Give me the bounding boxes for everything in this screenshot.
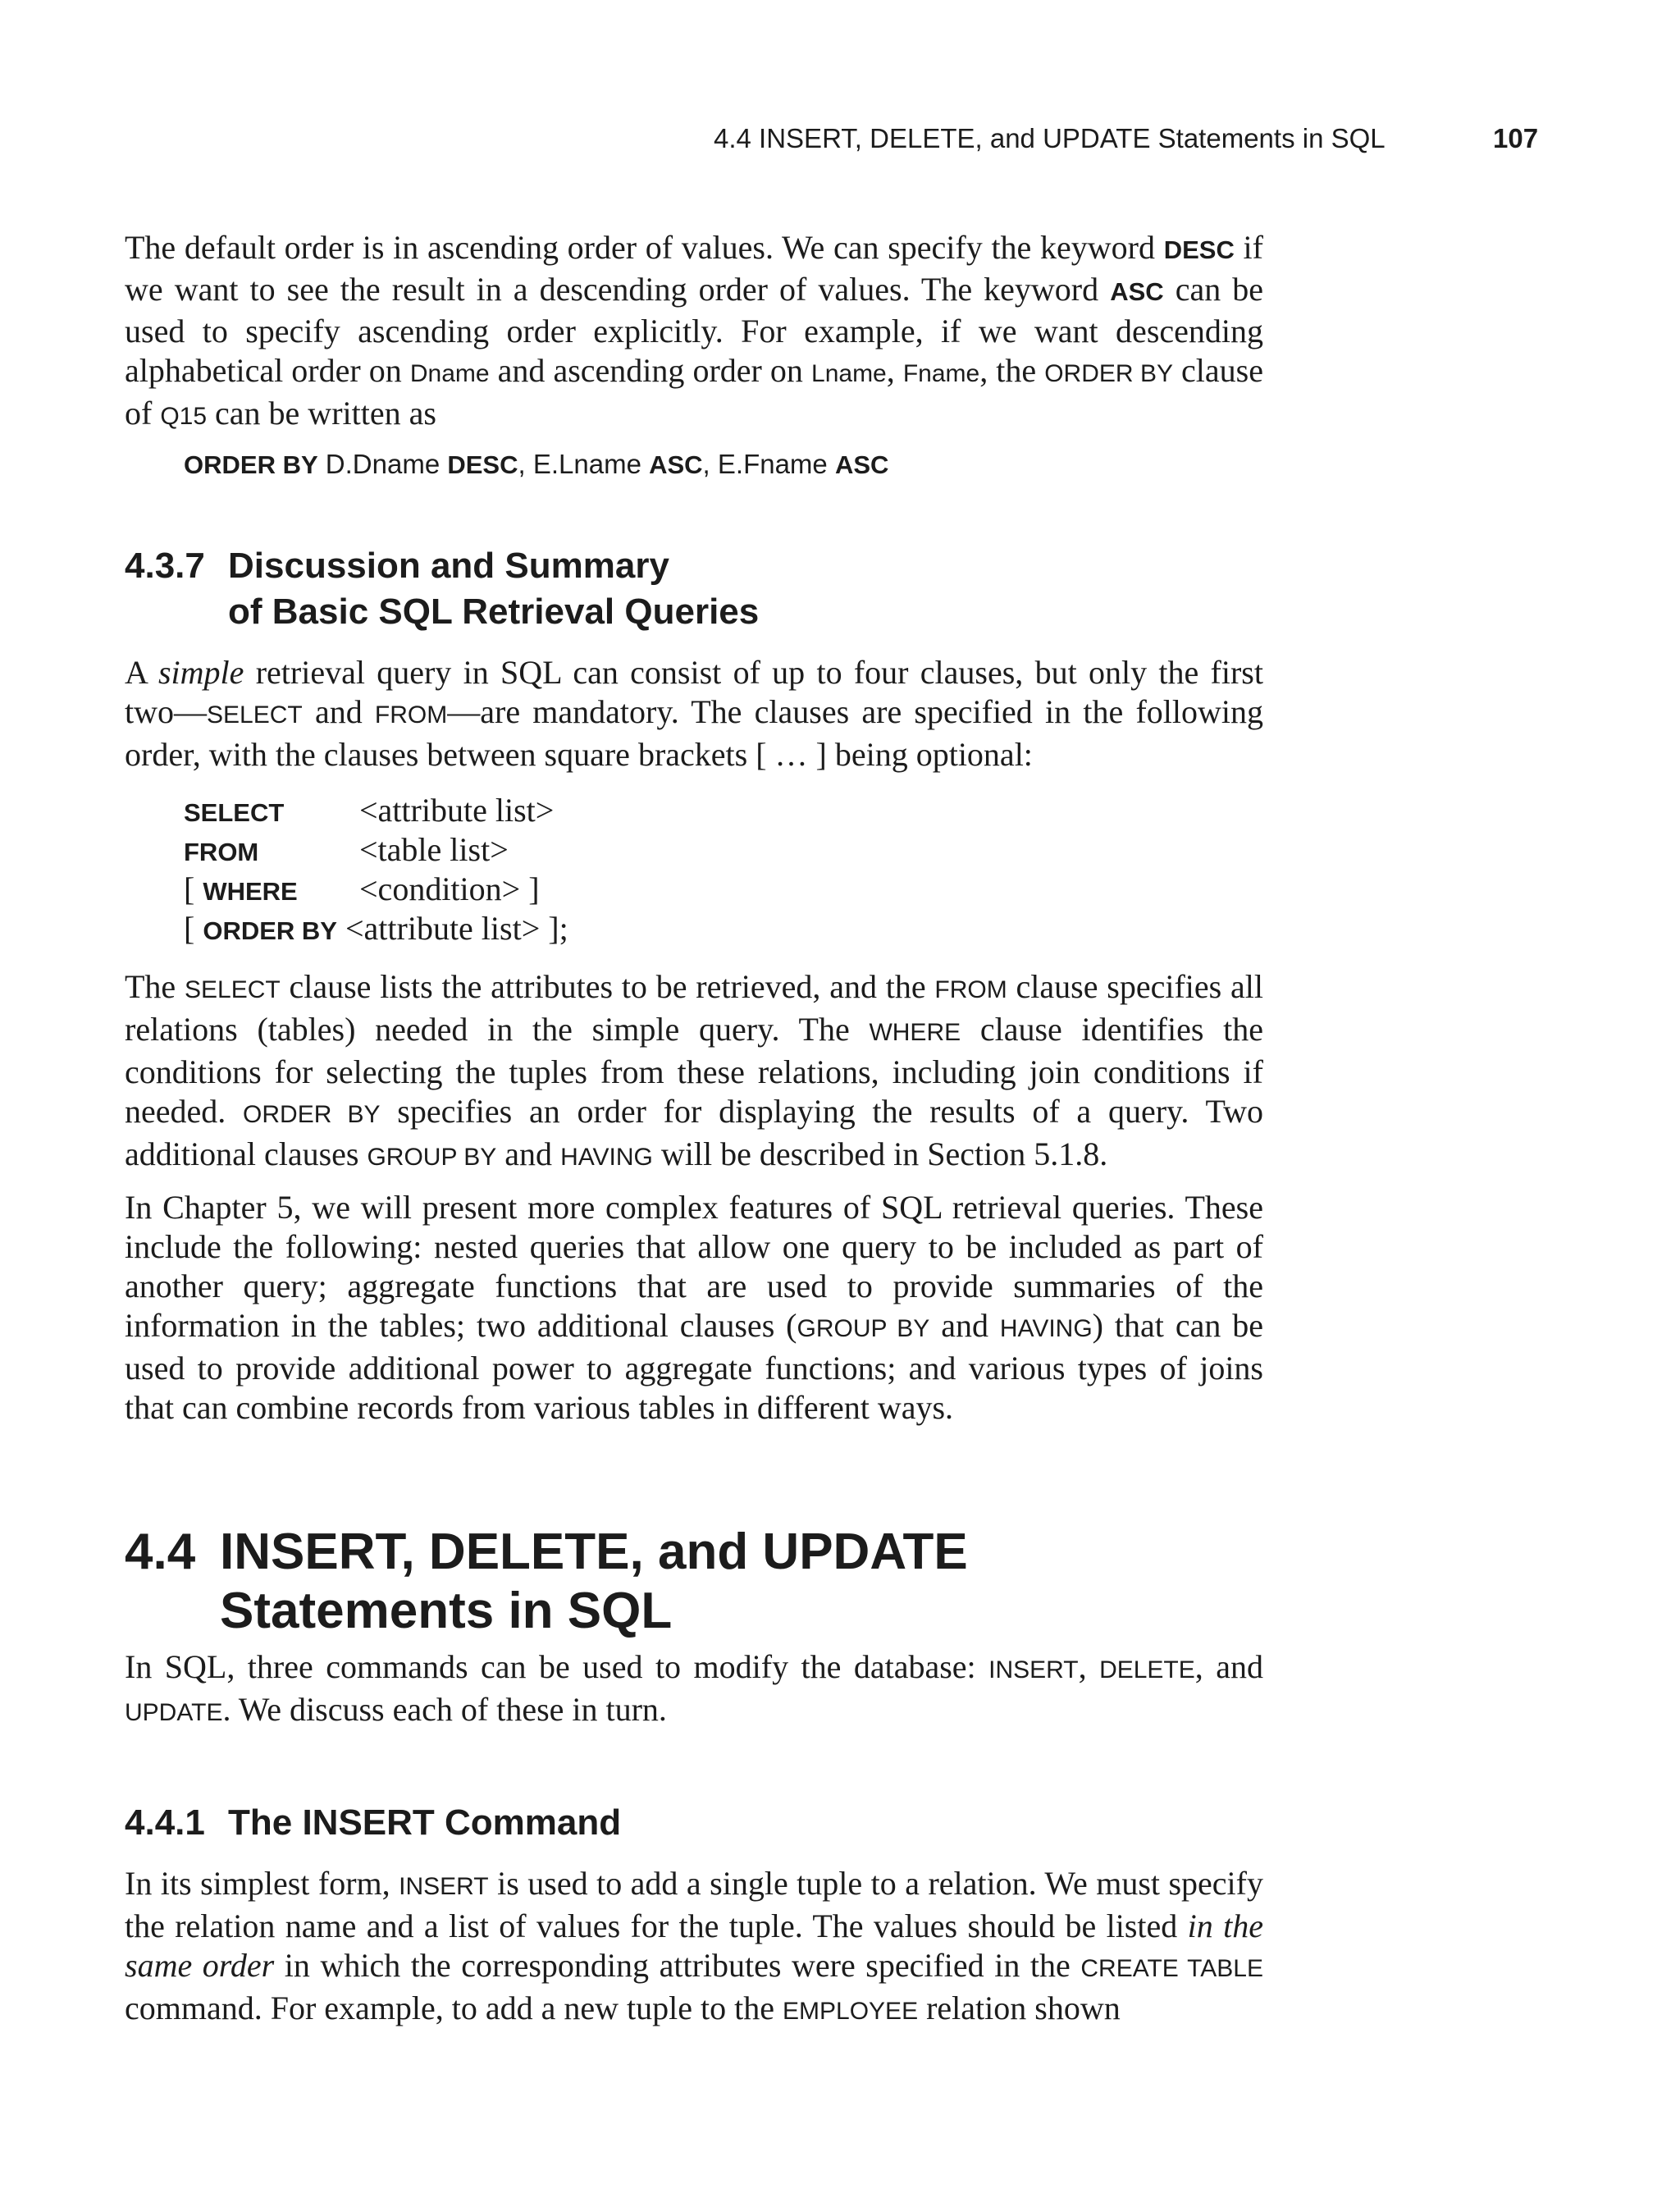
query-template: SELECT <attribute list> FROM <table list> [ WHERE <condition> ] [ ORDER BY <attribute list> ]; [184, 792, 568, 947]
keyword: DESC [1163, 235, 1235, 264]
paragraph-insert: In its simplest form, INSERT is used to add a single tuple to a relation. We must specify the relation name and a list of values for the tuple. The values should be listed in the same order in which the corresponding attributes were specified in the CREATE TABLE command. For example, to add a new tuple to the EMPLOYEE relation shown [125, 1865, 1264, 2026]
paragraph-order-desc: The default order is in ascending order of values. We can specify the keyword DESC if we want to see the result in a descending order of values. The keyword ASC can be used to specify ascending order explicitly. For example, if we want descending alphabetical order on Dname and ascending order on Lname, Fname, the ORDER BY clause of Q15 can be written as [125, 229, 1264, 432]
keyword: ASC [1110, 277, 1164, 306]
keyword: Dname [409, 360, 490, 387]
order-by-example: ORDER BY D.Dname DESC, E.Lname ASC, E.Fname ASC [184, 449, 889, 479]
keyword: UPDATE [125, 1699, 223, 1726]
subsection-heading-4-4-1: 4.4.1 The INSERT Command [125, 1802, 622, 1843]
keyword: ORDER BY [243, 1101, 381, 1128]
keyword: INSERT [988, 1656, 1079, 1683]
page-number: 107 [1493, 123, 1539, 153]
keyword: HAVING [999, 1315, 1093, 1342]
keyword: CREATE TABLE [1080, 1955, 1263, 1982]
keyword: Fname [902, 360, 980, 387]
keyword: FROM [374, 701, 448, 729]
keyword: DELETE [1099, 1656, 1195, 1683]
paragraph-clauses: The SELECT clause lists the attributes to be retrieved, and the FROM clause specifies all relations (tables) needed in the simple query. The WHERE clause identifies the conditions for selecting the tuples from these relations, including join conditions if needed. ORDER BY specifies an order for displaying the results of a query. Two additional clauses GROUP BY and HAVING will be described in Section 5.1.8. [125, 968, 1264, 1172]
keyword: Lname [811, 360, 887, 387]
paragraph-modify-commands: In SQL, three commands can be used to modify the database: INSERT, DELETE, and UPDATE. We discuss each of these in turn. [125, 1648, 1263, 1728]
keyword: SELECT [207, 701, 303, 729]
section-heading-4-4: 4.4 INSERT, DELETE, and UPDATE Statements in SQL [125, 1524, 968, 1639]
keyword: SELECT [184, 976, 281, 1003]
keyword: GROUP BY [797, 1315, 930, 1342]
keyword: INSERT [399, 1873, 489, 1900]
keyword: GROUP BY [367, 1144, 497, 1171]
keyword: FROM [934, 976, 1007, 1003]
keyword: Q15 [160, 403, 208, 430]
keyword: HAVING [560, 1144, 653, 1171]
keyword: ORDER BY [1044, 360, 1173, 387]
paragraph-simple-query: A simple retrieval query in SQL can consist of up to four clauses, but only the first two—SELECT and FROM—are mandatory. The clauses are specified in the following order, with the clauses between square brackets [ … ] being optional: [125, 654, 1263, 773]
keyword: EMPLOYEE [783, 1998, 919, 2025]
keyword: WHERE [869, 1019, 961, 1046]
subsection-heading-4-3-7: 4.3.7 Discussion and Summary of Basic SQL Retrieval Queries [125, 546, 760, 632]
paragraph-chapter5: In Chapter 5, we will present more complex features of SQL retrieval queries. These include the following: nested queries that allow one query to be included as part of another query; aggregate functions that are used to provide summaries of the information in the tables; two additional clauses (GROUP BY and HAVING) that can be used to provide additional power to aggregate functions; and various types of joins that can combine records from various tables in different ways. [125, 1189, 1264, 1426]
running-head: 4.4 INSERT, DELETE, and UPDATE Statements in SQL [714, 123, 1386, 153]
